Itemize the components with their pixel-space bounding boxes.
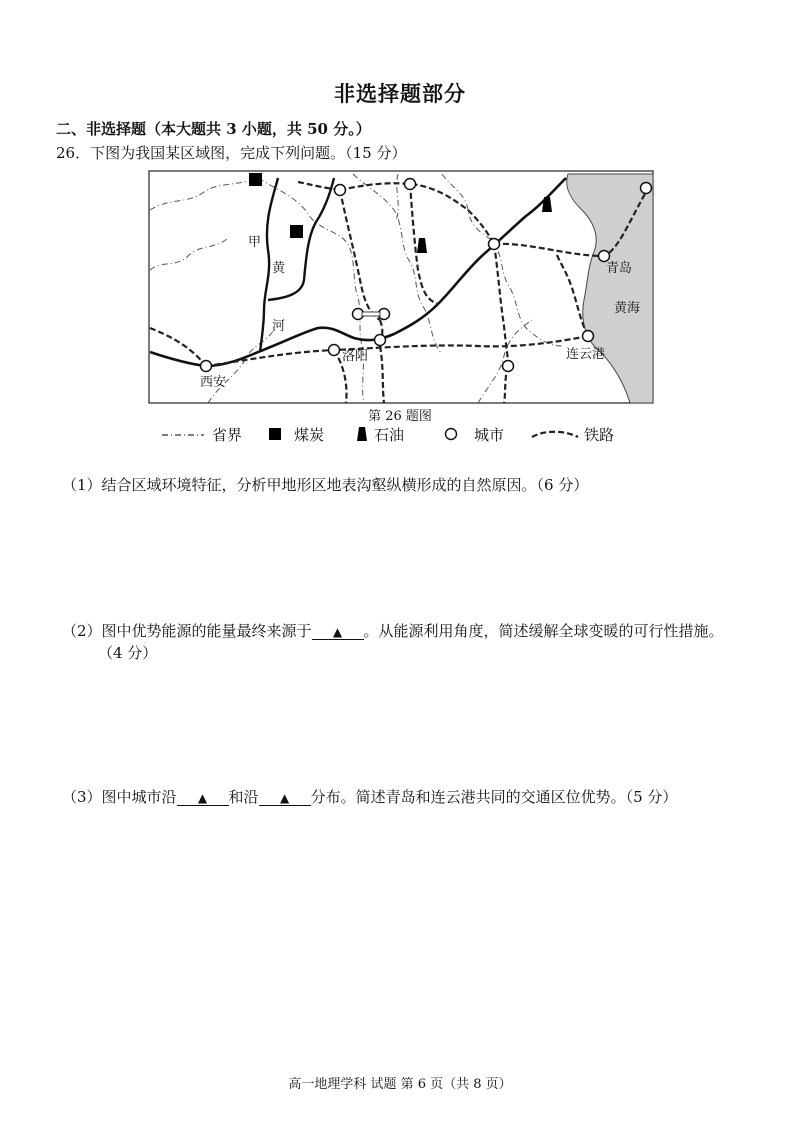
page-footer: 高一地理学科 试题 第 6 页（共 8 页） bbox=[288, 1077, 512, 1092]
rail-bridge bbox=[362, 312, 380, 316]
legend-railway-label: 铁路 bbox=[584, 426, 615, 444]
city-legend-icon bbox=[444, 427, 458, 441]
city-icon bbox=[405, 179, 416, 190]
sub-question-2 bbox=[62, 620, 724, 641]
sub-question-3-suffix: 分布。简述青岛和连云港共同的交通区位优势。（5 分） bbox=[310, 788, 678, 806]
city-icon bbox=[375, 335, 386, 346]
coal-icon bbox=[290, 225, 303, 238]
map-label-he: 河 bbox=[272, 319, 286, 334]
oil-legend-icon bbox=[356, 426, 368, 442]
sub-question-2-score: （4 分） bbox=[98, 644, 158, 662]
page-title: 非选择题部分 bbox=[334, 81, 466, 106]
answer-blank[interactable]: ▲ bbox=[312, 625, 364, 640]
legend-coal-label: 煤炭 bbox=[294, 426, 325, 444]
region-map bbox=[148, 170, 654, 404]
city-icon bbox=[329, 345, 340, 356]
map-label-jia: 甲 bbox=[248, 235, 262, 250]
question-stem: 26．下图为我国某区域图，完成下列问题。（15 分） bbox=[56, 144, 407, 162]
city-icon bbox=[489, 239, 500, 250]
coal-legend-icon bbox=[268, 427, 282, 441]
boundary-legend-icon bbox=[160, 429, 206, 441]
coal-icon bbox=[249, 173, 262, 186]
answer-blank[interactable]: ▲ bbox=[177, 791, 229, 806]
city-icon bbox=[201, 361, 212, 372]
sub-question-2-suffix: 。从能源利用角度，简述缓解全球变暖的可行性措施。 bbox=[363, 622, 724, 640]
map-label-lianyungang: 连云港 bbox=[566, 347, 606, 362]
sub-question-1: （1）结合区域环境特征，分析甲地形区地表沟壑纵横形成的自然原因。（6 分） bbox=[62, 476, 589, 494]
map-label-qingdao: 青岛 bbox=[606, 261, 633, 276]
legend-boundary-label: 省界 bbox=[212, 426, 243, 444]
legend-oil-label: 石油 bbox=[374, 426, 405, 444]
figure-caption: 第 26 题图 bbox=[368, 409, 432, 424]
answer-blank[interactable]: ▲ bbox=[259, 791, 311, 806]
map-label-huang: 黄 bbox=[272, 261, 286, 276]
city-icon bbox=[503, 361, 514, 372]
sub-question-3-prefix: （3）图中城市沿 bbox=[62, 788, 177, 806]
city-icon bbox=[583, 331, 594, 342]
map-label-luoyang: 洛阳 bbox=[342, 349, 369, 364]
map-label-xian: 西安 bbox=[200, 375, 227, 390]
map-legend bbox=[160, 424, 640, 448]
map-label-huanghai: 黄海 bbox=[614, 301, 641, 316]
section-heading: 二、非选择题（本大题共 3 小题，共 50 分。） bbox=[56, 120, 371, 138]
sub-question-3 bbox=[62, 786, 677, 807]
city-icon bbox=[599, 251, 610, 262]
legend-city-label: 城市 bbox=[474, 426, 505, 444]
city-icon bbox=[335, 185, 346, 196]
sub-question-2-prefix: （2）图中优势能源的能量最终来源于 bbox=[62, 622, 312, 640]
railway-legend-icon bbox=[530, 428, 580, 440]
city-icon bbox=[641, 183, 652, 194]
sub-question-3-mid: 和沿 bbox=[228, 788, 259, 806]
